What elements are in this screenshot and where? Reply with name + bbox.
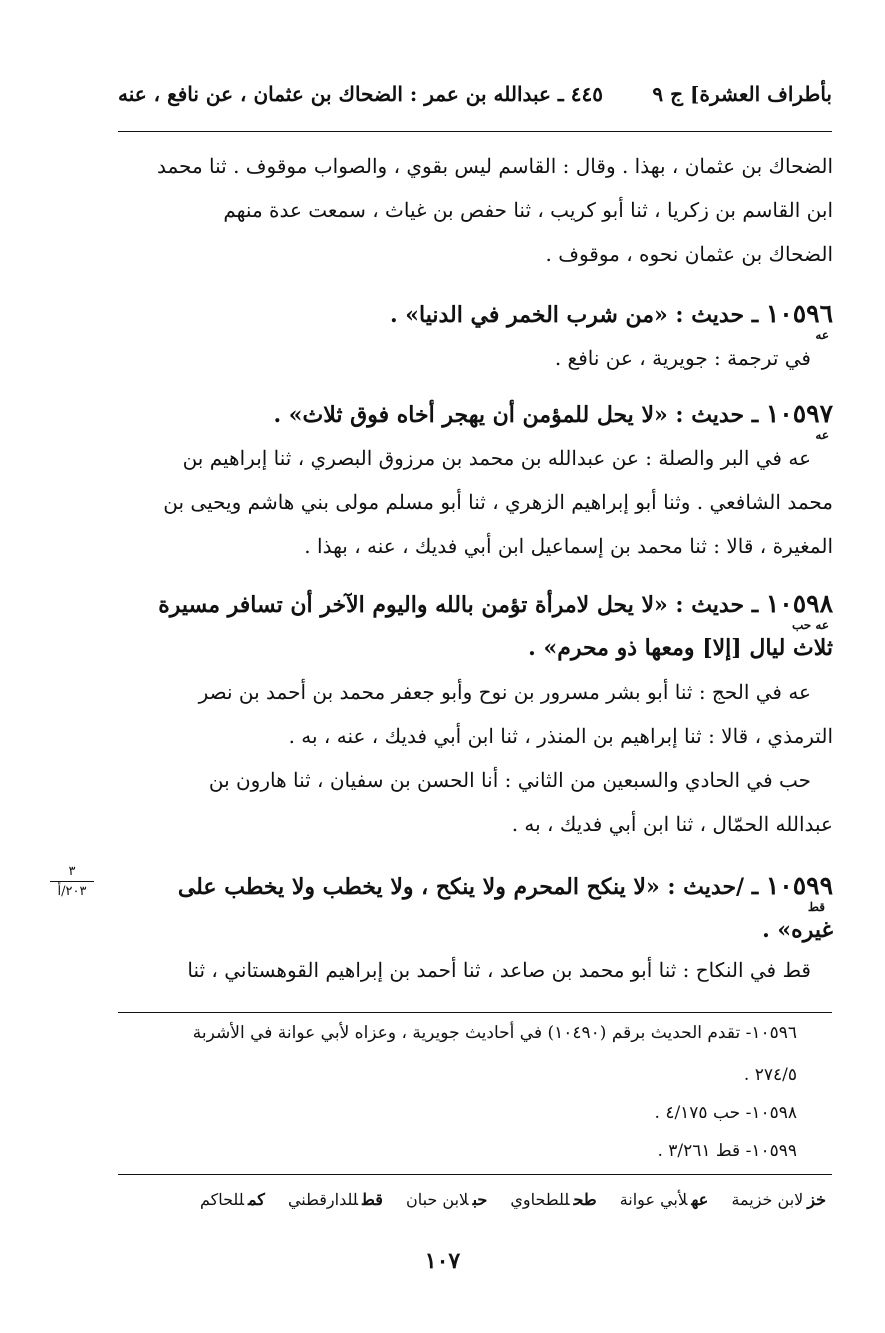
hadith-heading (119, 582, 833, 626)
text-line: المغيرة ، قالا : ثنا محمد بن إسماعيل ابن أبي فديك ، عنه ، بهذا . (304, 534, 833, 558)
legend-code: كم (248, 1190, 265, 1209)
legend-label: للطحاوي (510, 1190, 570, 1209)
hadith-number: ١٠٥٩٧ (765, 399, 833, 428)
folio-divider (50, 881, 94, 882)
hadith-heading (119, 864, 833, 908)
footnote: ١٠٥٩٩- قط ٣/٢٦١ . (657, 1141, 797, 1161)
legend-item (406, 1190, 487, 1209)
hadith-10597 (119, 392, 833, 568)
legend-item (200, 1190, 265, 1209)
running-header (118, 82, 832, 118)
legend-label: لابن حبان (405, 1190, 469, 1209)
intro-paragraph (119, 144, 833, 276)
legend-label: للدارقطني (287, 1190, 359, 1209)
folio-number: ٣ (68, 864, 76, 879)
hadith-number: ١٠٥٩٨ (765, 589, 833, 618)
hadith-10596 (119, 292, 833, 380)
manuscript-folio-note (44, 864, 100, 899)
hadith-title: ـ حديث : «من شرب الخمر في الدنيا» . (389, 302, 759, 328)
source-sigla: عه (815, 328, 829, 342)
legend-item (288, 1190, 383, 1209)
text-line: الضحاك بن عثمان نحوه ، موقوف . (545, 242, 833, 266)
footnote: ٢٧٤/٥ . (743, 1065, 797, 1085)
header-book-title: بأطراف العشرة] ج ٩ (652, 82, 832, 106)
legend-code: قط (362, 1190, 383, 1209)
text-line: قط في النكاح : ثنا أبو محمد بن صاعد ، ثنا أحمد بن إبراهيم القوهستاني ، ثنا (187, 958, 811, 982)
abbreviation-legend (112, 1190, 826, 1209)
hadith-number: ١٠٥٩٩ (765, 871, 833, 900)
hadith-heading (119, 292, 833, 336)
text-line: محمد الشافعي . وثنا أبو إبراهيم الزهري ، ثنا أبو مسلم مولى بني هاشم ويحيى بن (163, 490, 833, 514)
header-rule (118, 131, 832, 132)
legend-label: لابن خزيمة (731, 1190, 804, 1209)
text-line: عه في البر والصلة : عن عبدالله بن محمد بن مرزوق البصري ، ثنا إبراهيم بن (182, 446, 811, 470)
footnote: ١٠٥٩٨- حب ٤/١٧٥ . (654, 1103, 797, 1123)
hadith-title-continued: غيره» . (762, 917, 833, 943)
source-sigla: عه حب (792, 618, 829, 632)
source-sigla: قط (807, 900, 825, 914)
hadith-title: ـ /حديث : «لا ينكح المحرم ولا ينكح ، ولا يخطب ولا يخطب على (177, 874, 759, 900)
legend-rule (118, 1174, 832, 1175)
page-number: ١٠٧ (424, 1248, 461, 1274)
text-line: حب في الحادي والسبعين من الثاني : أنا الحسن بن سفيان ، ثنا هارون بن (208, 768, 811, 792)
hadith-heading (119, 392, 833, 436)
text-line: الترمذي ، قالا : ثنا إبراهيم بن المنذر ، ثنا ابن أبي فديك ، عنه ، به . (288, 724, 833, 748)
text-line: في ترجمة : جويرية ، عن نافع . (554, 346, 811, 370)
legend-code: عه (691, 1190, 709, 1209)
hadith-number: ١٠٥٩٦ (765, 299, 833, 328)
text-line: ابن القاسم بن زكريا ، ثنا أبو كريب ، ثنا حفص بن غياث ، سمعت عدة منهم (223, 198, 833, 222)
legend-item (510, 1190, 596, 1209)
source-sigla: عه (815, 428, 829, 442)
footnote: ١٠٥٩٦- تقدم الحديث برقم (١٠٤٩٠) في أحاديث جويرية ، وعزاه لأبي عوانة في الأشربة (192, 1023, 797, 1043)
legend-code: خز (807, 1190, 826, 1209)
footnote-rule (118, 1012, 832, 1013)
text-line: الضحاك بن عثمان ، بهذا . وقال : القاسم ليس بقوي ، والصواب موقوف . ثنا محمد (157, 154, 833, 178)
header-section-title: ٤٤٥ ـ عبدالله بن عمر : الضحاك بن عثمان ، عن نافع ، عنه (118, 82, 603, 106)
hadith-title: ـ حديث : «لا يحل للمؤمن أن يهجر أخاه فوق ثلاث» . (273, 402, 759, 428)
folio-reference: ٢٠٣/أ (57, 884, 87, 899)
legend-code: طح (573, 1190, 597, 1209)
hadith-title: ـ حديث : «لا يحل لامرأة تؤمن بالله واليوم الآخر أن تسافر مسيرة (158, 592, 759, 618)
text-line: عبدالله الحمّال ، ثنا ابن أبي فديك ، به . (511, 812, 833, 836)
hadith-10599 (119, 864, 833, 992)
legend-item (731, 1190, 826, 1209)
hadith-title-continued: ثلاث ليال [إلا] ومعها ذو محرم» . (528, 635, 833, 661)
legend-label: لأبي عوانة (619, 1190, 688, 1209)
legend-label: للحاكم (199, 1190, 244, 1209)
legend-code: حب (472, 1190, 488, 1209)
hadith-10598 (119, 582, 833, 846)
text-line: عه في الحج : ثنا أبو بشر مسرور بن نوح وأبو جعفر محمد بن أحمد بن نصر (198, 680, 811, 704)
legend-item (620, 1190, 709, 1209)
